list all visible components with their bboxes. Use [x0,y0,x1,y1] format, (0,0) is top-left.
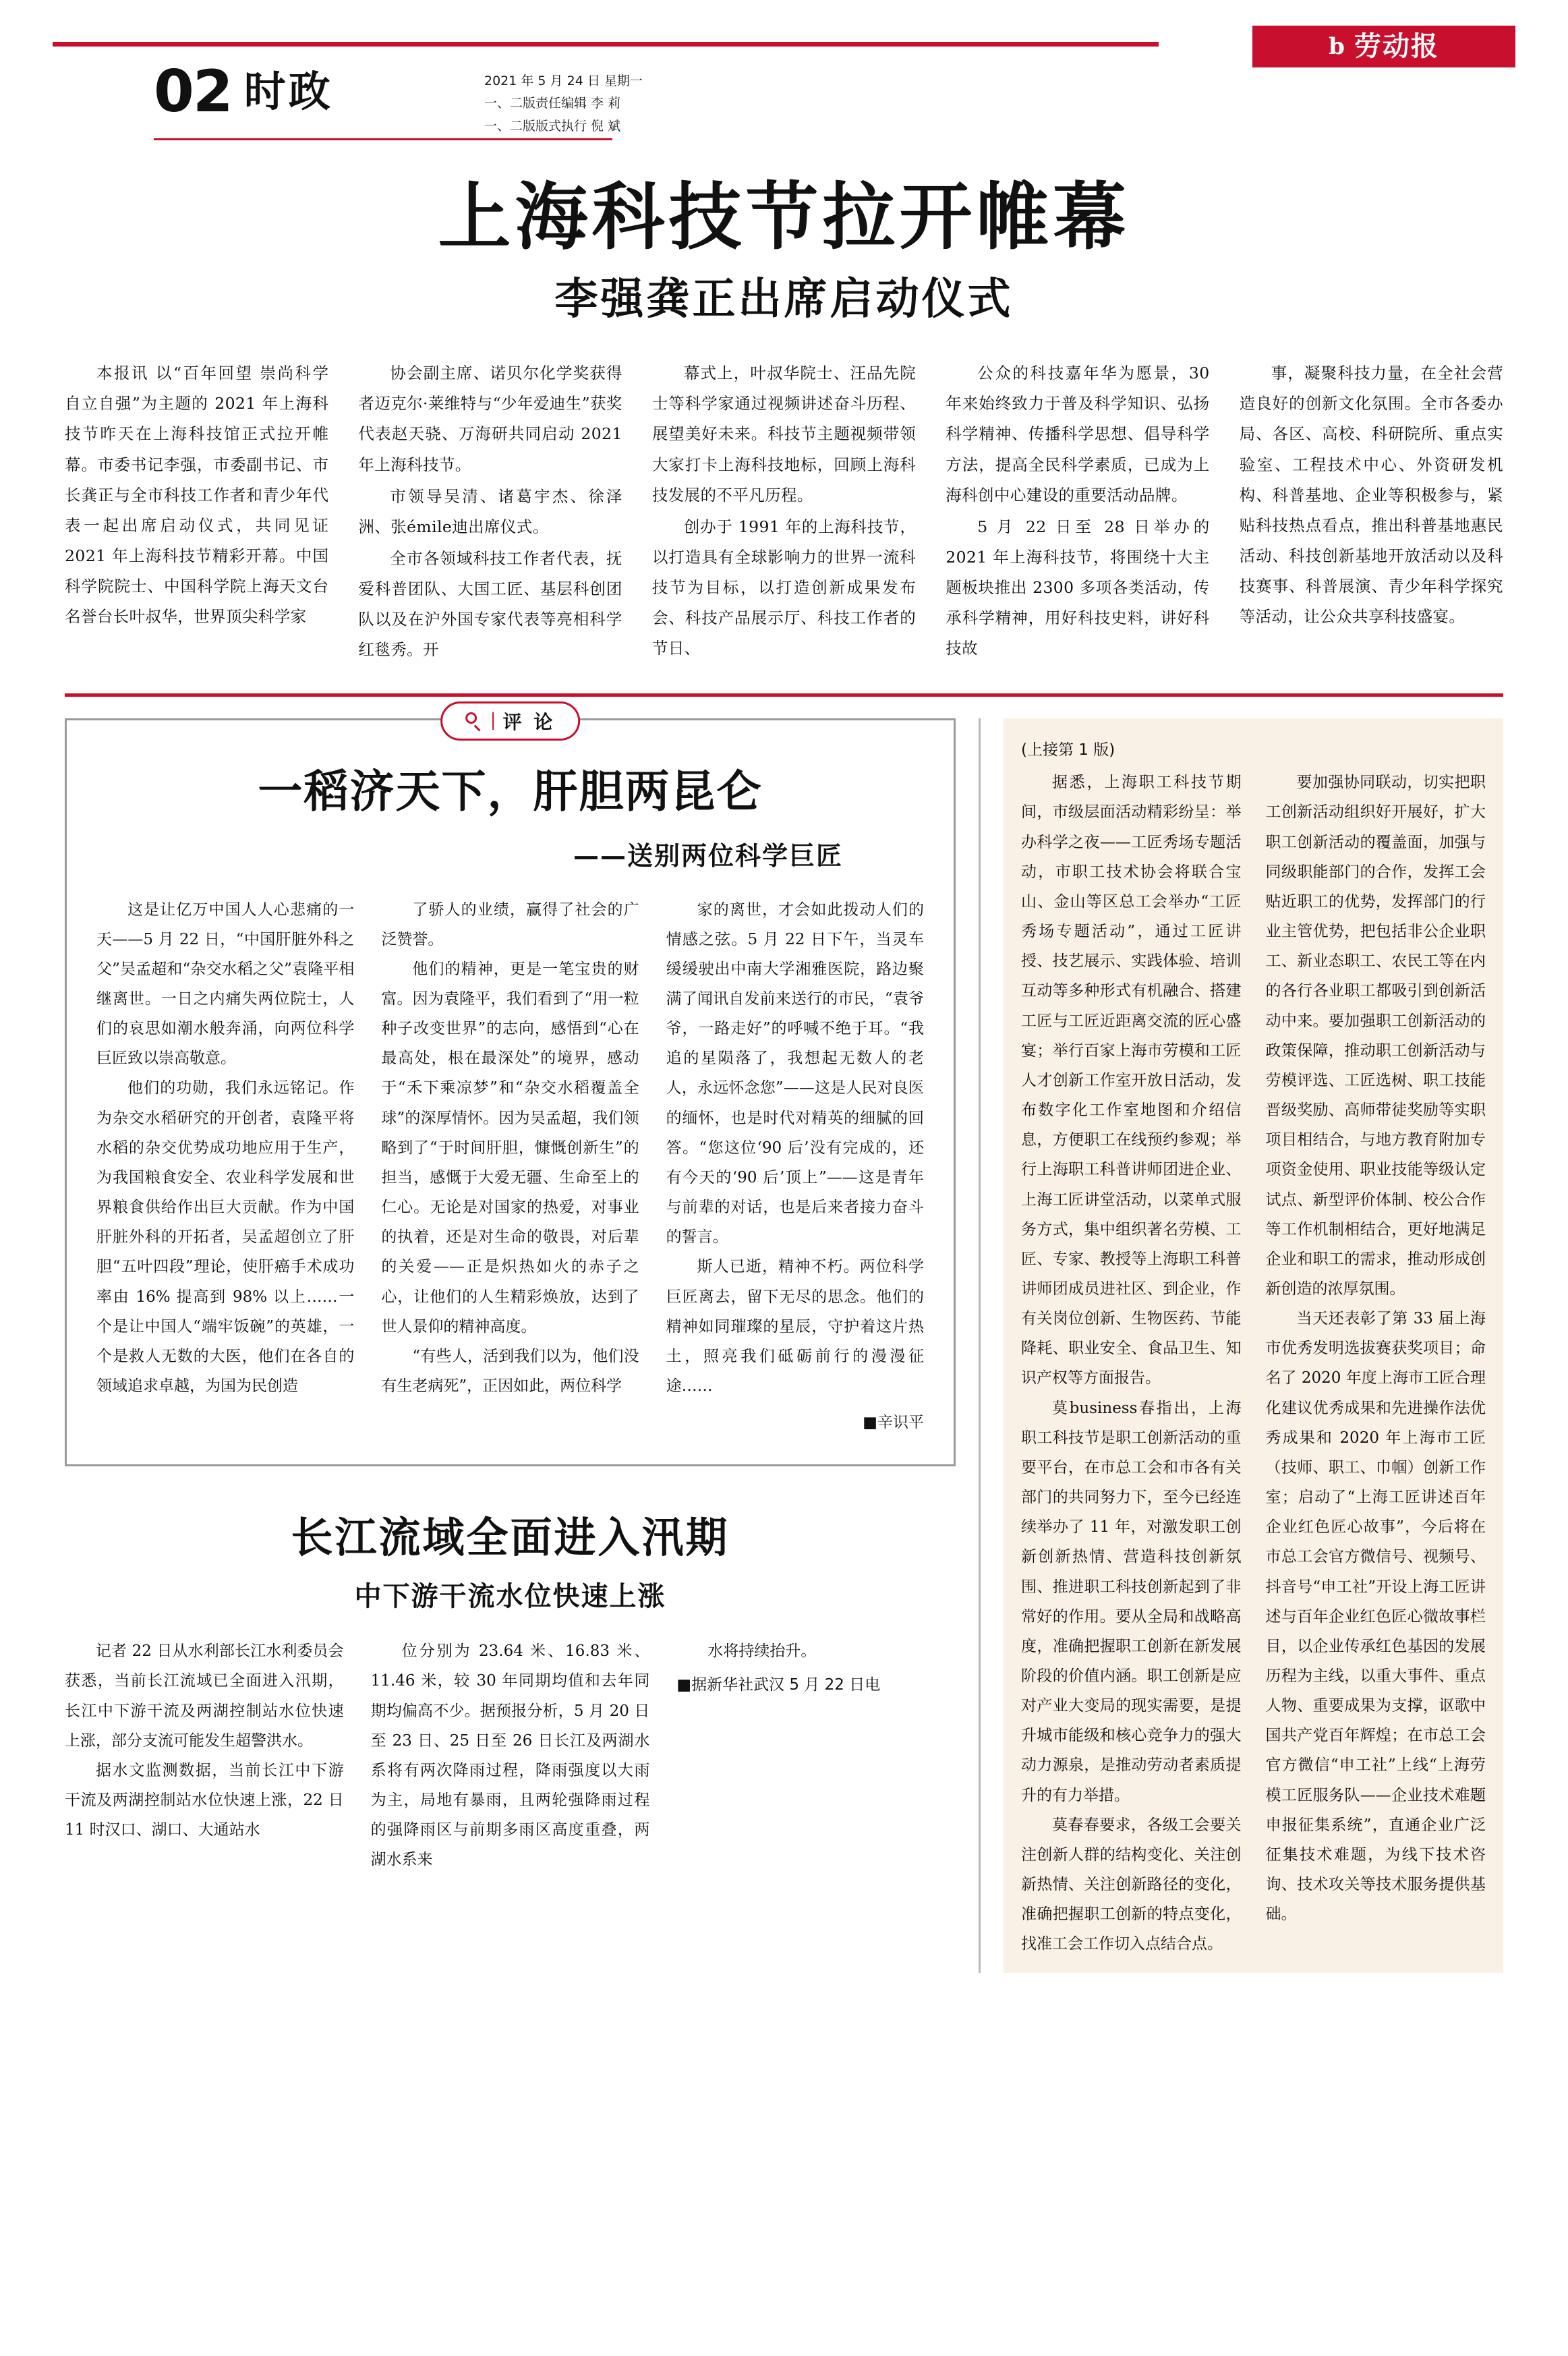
page-number: 02 [154,58,232,125]
paragraph: 协会副主席、诺贝尔化学奖获得者迈克尔·莱维特与“少年爱迪生”获奖代表赵天骁、万海研共同启动 2021 年上海科技节。 [358,364,622,474]
paragraph: 当天还表彰了第 33 届上海市优秀发明选拔赛获奖项目；命名了 2020 年度上海市工匠合理化建议优秀成果和先进操作法优秀成果和 2020 年上海市工匠（技师、职工、巾帼）创新工作室；启动了“上海工匠讲述百年企业红色匠心故事”，今后将在市总工会官方微信号、视频号、抖音号“申工社”开设上海工匠讲述与百年企业红色匠心微故事栏目，以企业传承红色基因的发展历程为主线，以重大事件、重点人物、重要成果为支撑，讴歌中国共产党百年辉煌；在市总工会官方微信“申工社”上线“上海劳模工匠服务队——企业技术难题申报征集系统”，直通企业广泛征集技术难题，为线下技术咨询、技术攻关等技术服务提供基础。 [1265,1310,1486,1924]
brand-logo [1252,26,1515,67]
paragraph: 据悉，上海职工科技节期间，市级层面活动精彩纷呈：举办科学之夜——工匠秀场专题活动，市职工技术协会将联合宝山、金山等区总工会举办“工匠秀场专题活动”，通过工匠讲授、技艺展示、实践体验、培训互动等多种形式有机融合、搭建工匠与工匠近距离交流的匠心盛宴；举行百家上海市劳模和工匠人才创新工作室开放日活动，发布数字化工作室地图和介绍信息，方便职工在线预约参观；举行上海职工科普讲师团进企业、上海工匠讲堂活动，以菜单式服务方式，集中组织著名劳模、工匠、专家、教授等上海职工科普讲师团成员进社区、到企业，作有关岗位创新、生物医药、节能降耗、职业安全、食品卫生、知识产权等方面报告。 [1021,774,1242,1387]
commentary-box [65,711,956,1466]
paragraph: “有些人，活到我们以为，他们没有生老病死”，正因如此，两位科学 [381,1347,639,1396]
masthead-meta [484,70,643,138]
paragraph: 家的离世，才会如此拨动人们的情感之弦。5 月 22 日下午，当灵车缓缓驶出中南大学湘雅医院，路边聚满了闻讯自发前来送行的市民，“袁爷爷，一路走好”的呼喊不绝于耳。“我追的星陨落了，我想起无数人的老人，永远怀念您”——这是人民对良医的缅怀，也是时代对精英的细腻的回答。“您这位‘90 后’没有完成的，还有今天的‘90 后’顶上”——这是青年与前辈的对话，也是后来者接力奋斗的誓言。 [666,900,924,1246]
masthead-rule [53,42,1159,47]
yangtze-column-1 [65,1636,344,1874]
brand-name: 劳动报 [1354,31,1439,62]
commentary-column-2 [381,895,639,1438]
commentary-tag-label: 评 论 [502,711,556,734]
lower-left-column [65,711,979,1972]
lead-subheadline: 李强龚正出席启动仪式 [554,275,1014,325]
paragraph: 了骄人的业绩，赢得了社会的广泛赞誉。 [381,900,639,948]
paragraph: 斯人已逝，精神不朽。两位科学巨匠离去，留下无尽的思念。他们的精神如同璀璨的星辰，守护着这片热土，照亮我们砥砺前行的漫漫征途…… [666,1258,924,1396]
sidebar-continuation [1004,718,1503,1972]
masthead [53,0,1515,159]
paragraph: 5 月 22 日至 28 日举办的 2021 年上海科技节，将围绕十大主题板块推出 2300 多项各类活动，传承科学精神，用好科技史料，讲好科技故 [946,517,1210,658]
paragraph: 这是让亿万中国人人心悲痛的一天——5 月 22 日，“中国肝脏外科之父”吴孟超和“杂交水稻之父”袁隆平相继离世。一日之内痛失两位院士，人们的哀思如潮水般奔涌，向两位科学巨匠致以崇高敬意。 [96,900,355,1068]
lead-column-4 [946,358,1209,666]
yangtze-columns [65,1636,956,1874]
brand-initial-icon: b [1329,33,1345,60]
lead-column-2 [358,358,622,666]
paragraph: 公众的科技嘉年华为愿景，30 年来始终致力于普及科学知识、弘扬科学精神、传播科学思想、倡导科学方法，提高全民科学素质，已成为上海科创中心建设的重要活动品牌。 [946,364,1210,505]
column-divider [979,718,981,1972]
lead-column-3 [652,358,916,666]
page-title: 上海科技节拉开帷幕 [438,175,1130,260]
paragraph: 要加强协同联动，切实把职工创新活动组织好开展好，扩大职工创新活动的覆盖面，加强与同级职能部门的合作，发挥工会贴近职工的优势，发挥部门的行业主管优势，把包括非公企业职工、新业态职工、农民工等在内的各行各业职工都吸引到创新活动中来。要加强职工创新活动的政策保障，推动职工创新活动与劳模评选、工匠选树、职工技能晋级奖励、高师带徒奖励等实职项目相结合，与地方教育附加专项资金使用、职业技能等级认定试点、新型评价体制、校公合作等工作机制相结合，更好地满足企业和职工的需求，推动形成创新创造的浓厚氛围。 [1265,774,1486,1298]
masthead-editor: 一、二版责任编辑 李 莉 [484,96,621,111]
paragraph: 全市各领域科技工作者代表，抚爱科普团队、大国工匠、基层科创团队以及在沪外国专家代表等亮相科学红毯秀。开 [358,548,622,660]
page-header-block [154,58,333,125]
sidebar-column-1 [1021,768,1242,1959]
commentary-columns [96,895,924,1438]
paragraph: 莫business春指出，上海职工科技节是职工创新活动的重要平台，在市总工会和市各有关部门的共同努力下，至今已经连续举办了 11 年，对激发职工创新创新热情、营造科技创新氛围、推进职工科技创新起到了非常好的作用。要从全局和战略高度，准确把握职工创新在新发展阶段的价值内涵。职工创新是应对产业大变局的现实需要，是提升城市能级和核心竞争力的强大动力源泉，是推动劳动者素质提升的有力举措。 [1021,1399,1242,1804]
paragraph: 据水文监测数据，当前长江中下游干流及两湖控制站水位快速上涨，22 日 11 时汉口、湖口、大通站水 [65,1761,344,1839]
yangtze-column-3 [676,1636,956,1874]
sidebar-column-2 [1266,768,1486,1959]
paragraph: 水将持续抬升。 [707,1642,817,1661]
yangtze-subheadline: 中下游干流水位快速上涨 [354,1581,666,1613]
masthead-layout-editor: 一、二版版式执行 倪 斌 [484,118,621,134]
paragraph: 莫春春要求，各级工会要关注创新人群的结构变化、关注创新热情、关注创新路径的变化，准确把握职工创新的特点变化，找准工会工作切入点结合点。 [1021,1816,1242,1953]
yangtze-credit: ■据新华社武汉 5 月 22 日电 [676,1676,881,1694]
lead-headline-block [53,175,1515,326]
paragraph: 位分别为 23.64 米、16.83 米、11.46 米，较 30 年同期均值和去年同期均偏高不少。据预报分析，5 月 20 日至 23 日、25 日至 26 日长江及两湖水系将有两次降雨过程，降雨强度以大雨为主，局地有暴雨，且两轮强降雨过程的强降雨区与前期多雨区高度重叠，两湖水系来 [370,1642,650,1869]
lead-column-1 [65,358,328,666]
masthead-underline [154,138,612,140]
commentary-column-1 [96,895,354,1438]
tag-divider [492,712,494,730]
paragraph: 本报讯 以“百年回望 崇尚科学 自立自强”为主题的 2021 年上海科技节昨天在上海科技馆正式拉开帷幕。市委书记李强，市委副书记、市长龚正与全市科技工作者和青少年代表一起出席启动仪式，共同见证 2021 年上海科技节精彩开幕。中国科学院院士、中国科学院上海天文台名誉台长叶叔华，世界顶尖科学家 [65,364,329,627]
lead-column-5 [1240,358,1503,666]
commentary-subtitle: ——送别两位科学巨匠 [573,840,843,871]
lower-section [53,711,1515,1972]
commentary-signature: ■辛识平 [863,1414,924,1432]
yangtze-headline: 长江流域全面进入汛期 [291,1513,730,1563]
paragraph: 他们的精神，更是一笔宝贵的财富。因为袁隆平，我们看到了“用一粒种子改变世界”的志向，感悟到“心在最高处，根在最深处”的境界，感动于“禾下乘凉梦”和“杂交水稻覆盖全球”的深厚情怀。因为吴孟超，我们领略到了“于时间肝胆，慷慨创新生”的担当，感慨于大爱无疆、生命至上的仁心。无论是对国家的热爱，对事业的执着，还是对生命的敬畏，对后辈的关爱——正是炽热如火的赤子之心，让他们的人生精彩焕放，达到了世人景仰的精神高度。 [381,960,639,1335]
commentary-tag [440,701,581,741]
paragraph: 他们的功勋，我们永远铭记。作为杂交水稻研究的开创者，袁隆平将水稻的杂交优势成功地应用于生产，为我国粮食安全、农业科学发展和世界粮食供给作出巨大贡献。作为中国肝脏外科的开拓者，吴孟超创立了肝胆“五叶四段”理论，使肝癌手术成功率由 16% 提高到 98% 以上……一个是让中国人“端牢饭碗”的英雄，一个是救人无数的大医，他们在各自的领域追求卓越，为国为民创造 [96,1079,355,1396]
magnifier-icon [465,712,483,730]
paragraph: 事，凝聚科技力量，在全社会营造良好的创新文化氛围。全市各委办局、各区、高校、科研院所、重点实验室、工程技术中心、外资研发机构、科普基地、企业等积极参与，紧贴科技热点看点，推出科普基地惠民活动、科技创新基地开放活动以及科技赛事、科普展演、青少年科学探究等活动，让公众共享科技盛宴。 [1239,364,1504,627]
paragraph: 创办于 1991 年的上海科技节，以打造具有全球影响力的世界一流科技节为目标，以打造创新成果发布会、科技产品展示厅、科技工作者的节日、 [651,517,917,658]
commentary-column-3 [666,895,924,1438]
section-title: 时政 [243,67,333,116]
commentary-title: 一稻济天下，肝胆两昆仑 [258,766,763,818]
continuation-note: (上接第 1 版) [1021,741,1115,759]
section-divider-red [65,693,1503,697]
sidebar-columns [1021,768,1486,1959]
paragraph: 幕式上，叶叔华院士、汪品先院士等科学家通过视频讲述奋斗历程、展望美好未来。科技节主题视频带领大家打卡上海科技地标，回顾上海科技发展的不平凡历程。 [651,364,917,505]
yangtze-column-2 [371,1636,650,1874]
paragraph: 市领导吴清、诸葛宇杰、徐泽洲、张émile迪出席仪式。 [358,486,622,536]
masthead-date: 2021 年 5 月 24 日 星期一 [484,74,643,88]
lead-story-columns [53,358,1515,666]
paragraph: 记者 22 日从水利部长江水利委员会获悉，当前长江流域已全面进入汛期，长江中下游干流及两湖控制站水位快速上涨，部分支流可能发生超警洪水。 [65,1642,344,1750]
